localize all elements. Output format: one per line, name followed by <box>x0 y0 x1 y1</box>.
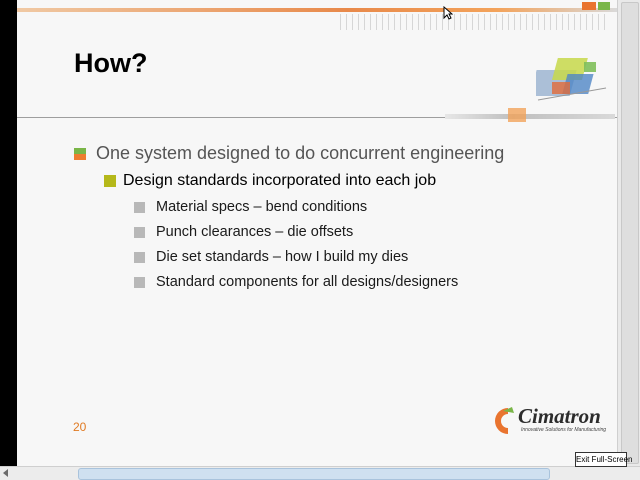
top-green-block <box>598 2 610 10</box>
scroll-left-arrow-icon[interactable] <box>3 469 8 477</box>
window-left-border <box>0 0 17 480</box>
bullet-square-icon <box>74 148 86 160</box>
top-orange-block <box>582 2 596 10</box>
horizontal-scrollbar-thumb[interactable] <box>78 468 550 480</box>
bullet-level3 <box>134 249 408 265</box>
bullet-level3 <box>134 274 458 290</box>
bullet-square-icon <box>134 202 145 213</box>
vertical-scrollbar-thumb[interactable] <box>621 2 639 464</box>
bullet-square-icon <box>134 277 145 288</box>
slide-title: How? <box>74 48 148 78</box>
bullet-text: One system designed to do concurrent engineering <box>96 143 505 163</box>
logo-wordmark: Cimatron <box>518 404 601 428</box>
exit-fullscreen-button[interactable]: Exit Full-Screen <box>575 452 627 467</box>
bullet-level3 <box>134 224 353 240</box>
bullet-level3 <box>134 199 367 215</box>
faint-toolbar-strip <box>340 14 605 30</box>
slide-top-stripe <box>17 8 617 12</box>
bullet-text: Standard components for all designs/designers <box>156 274 459 290</box>
divider-orange-accent <box>508 108 526 122</box>
divider-highlight <box>445 114 615 119</box>
slide-number: 20 <box>73 420 87 434</box>
bullet-level2 <box>104 172 436 190</box>
bullet-text: Die set standards – how I build my dies <box>156 249 409 265</box>
bullet-text: Punch clearances – die offsets <box>156 224 354 240</box>
bullet-square-icon <box>134 252 145 263</box>
cad-model-graphic <box>536 50 610 106</box>
bullet-square-icon <box>134 227 145 238</box>
mouse-pointer-icon <box>443 6 453 20</box>
bullet-text: Design standards incorporated into each job <box>123 172 437 189</box>
logo-tagline: Innovative Solutions for Manufacturing <box>521 427 607 433</box>
bullet-text: Material specs – bend conditions <box>156 199 368 215</box>
bullet-level1 <box>74 143 504 164</box>
bullet-square-icon <box>104 175 116 187</box>
